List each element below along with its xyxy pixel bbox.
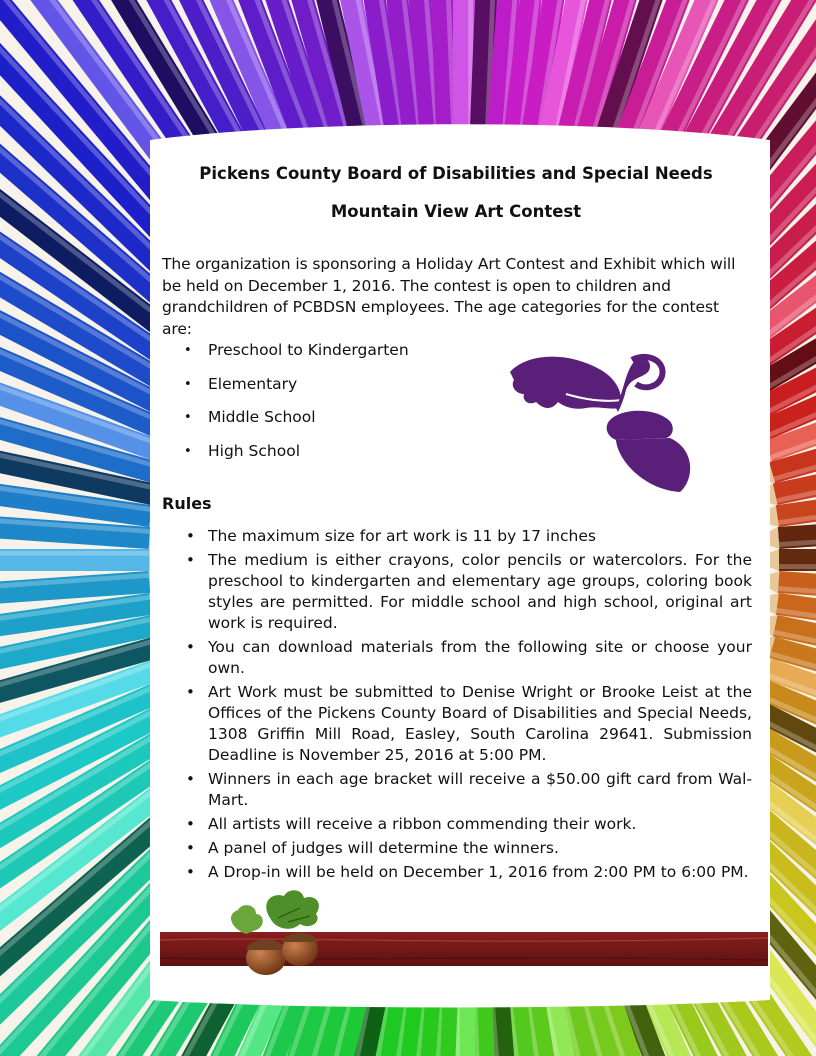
rules-list (160, 526, 752, 883)
page-subtitle: Mountain View Art Contest (330, 202, 582, 221)
list-item: • Elementary (160, 374, 752, 408)
list-item: • The medium is either crayons, color pencils or watercolors. For the preschool to kindergarten and elementary age groups, coloring book styles are permitted. For middle school and high school, original art work is required. (160, 550, 752, 634)
page-title: Pickens County Board of Disabilities and Special Needs (199, 164, 713, 183)
list-item: • A panel of judges will determine the winners. (160, 838, 752, 859)
rules-heading: Rules (162, 494, 212, 513)
intro-paragraph: The organization is sponsoring a Holiday Art Contest and Exhibit which will be held on December 1, 2016. The contest is open to children and grandchildren of PCBDSN employees. The age categories for the contest are: (162, 255, 736, 338)
acorn-oak-leaves-icon (160, 888, 768, 978)
list-item: • A Drop-in will be held on December 1, 2016 from 2:00 PM to 6:00 PM. (160, 862, 752, 883)
flyer-content (160, 150, 752, 886)
list-item: • Middle School (160, 407, 752, 441)
list-item: • You can download materials from the following site or choose your own. (160, 637, 752, 679)
acorn-leaf-icon (506, 350, 696, 495)
list-item: • Preschool to Kindergarten (160, 340, 752, 374)
list-item: • High School (160, 441, 752, 475)
list-item: • All artists will receive a ribbon commending their work. (160, 814, 752, 835)
list-item: • Winners in each age bracket will receive a $50.00 gift card from Wal-Mart. (160, 769, 752, 811)
list-item: • Art Work must be submitted to Denise Wright or Brooke Leist at the Offices of the Pickens County Board of Disabilities and Special Needs, 1308 Griffin Mill Road, Easley, South Carolina 29641. Submission Deadline is November 25, 2016 at 5:00 PM. (160, 682, 752, 766)
list-item: • The maximum size for art work is 11 by 17 inches (160, 526, 752, 547)
